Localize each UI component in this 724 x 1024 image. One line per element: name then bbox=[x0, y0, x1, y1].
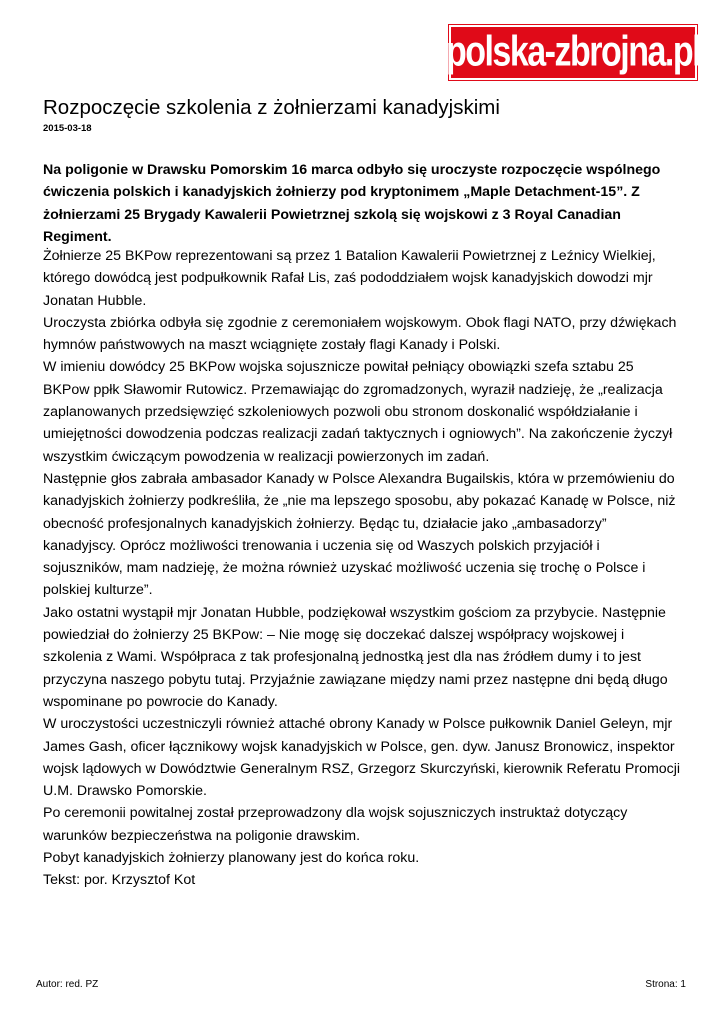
site-logo[interactable] bbox=[445, 25, 701, 80]
article-author-credit: Tekst: por. Krzysztof Kot bbox=[43, 872, 196, 889]
logo-text: polska-zbrojna.pl bbox=[445, 28, 701, 76]
article-date: 2015-03-18 bbox=[43, 123, 92, 134]
article-paragraph: Następnie głos zabrała ambasador Kanady w Polsce Alexandra Bugailskis, która w przemówieniu do kanadyjskich żołnierzy podkreśliła, że „nie ma lepszego sposobu, aby pokazać Kanadę w Polsce, niż obecność profesjonalnych kanadyjskich żołnierzy. Będąc tu, działacie jako „ambasadorzy” kanadyjscy. Oprócz możliwości trenowania i uczenia się od Waszych polskich przyjaciół i sojuszników, mam nadzieję, że można również uzyskać możliwość uczenia się trochę o Polsce i polskiej kulturze”. bbox=[43, 470, 676, 599]
footer-page-number: Strona: 1 bbox=[645, 979, 686, 990]
article-title: Rozpoczęcie szkolenia z żołnierzami kanadyjskimi bbox=[43, 96, 500, 119]
article-body bbox=[43, 245, 683, 892]
article-lead: Na poligonie w Drawsku Pomorskim 16 marca odbyło się uroczyste rozpoczęcie wspólnego ćwiczenia polskich i kanadyjskich żołnierzy pod kryptonimem „Maple Detachment-15”. Z żołnierzami 25 Brygady Kawalerii Powietrznej szkolą się wojskowi z 3 Royal Canadian Regiment. bbox=[43, 162, 661, 245]
article-paragraph: W imieniu dowódcy 25 BKPow wojska sojusznicze powitał pełniący obowiązki szefa sztabu 25 BKPow ppłk Sławomir Rutowicz. Przemawiając do zgromadzonych, wyraził nadzieję, że „realizacja zaplanowanych przedsięwzięć szkoleniowych pozwoli obu stronom doskonalić współdziałanie i umiejętności dowodzenia podczas realizacji zadań taktycznych i ogniowych”. Na zakończenie życzył wszystkim ćwiczącym powodzenia w realizacji powierzonych im zadań. bbox=[43, 359, 673, 465]
article-paragraph: W uroczystości uczestniczyli również attaché obrony Kanady w Polsce pułkownik Daniel Geleyn, mjr James Gash, oficer łącznikowy wojsk kanadyjskich w Polsce, gen. dyw. Janusz Bronowicz, inspektor wojsk lądowych w Dowództwie Generalnym RSZ, Grzegorz Skurczyński, kierownik Referatu Promocji U.M. Drawsko Pomorskie. bbox=[43, 716, 681, 800]
article-paragraph: Uroczysta zbiórka odbyła się zgodnie z ceremoniałem wojskowym. Obok flagi NATO, przy dźwiękach hymnów państwowych na maszt wciągnięte zostały flagi Kanady i Polski. bbox=[43, 314, 677, 354]
article-paragraph: Po ceremonii powitalnej został przeprowadzony dla wojsk sojuszniczych instruktaż dotyczący warunków bezpieczeństwa na poligonie drawskim. bbox=[43, 805, 628, 844]
article-paragraph: Pobyt kanadyjskich żołnierzy planowany jest do końca roku. bbox=[43, 850, 420, 867]
footer-author: Autor: red. PZ bbox=[36, 979, 99, 990]
article-paragraph: Żołnierze 25 BKPow reprezentowani są przez 1 Batalion Kawalerii Powietrznej z Leźnicy Wielkiej, którego dowódcą jest podpułkownik Rafał Lis, zaś pododdziałem wojsk kanadyjskich dowodzi mjr Jonatan Hubble. bbox=[43, 248, 656, 309]
article-paragraph: Jako ostatni wystąpił mjr Jonatan Hubble, podziękował wszystkim gościom za przybycie. Następnie powiedział do żołnierzy 25 BKPow: – Nie mogę się doczekać dalszej współpracy wojskowej i szkolenia z Wami. Współpraca z tak profesjonalną jednostką jest dla nas źródłem dumy i to jest przyczyna naszego pobytu tutaj. Przyjaźnie zawiązane między nami przez następne dni będą długo wspominane po powrocie do Kanady. bbox=[43, 604, 668, 710]
